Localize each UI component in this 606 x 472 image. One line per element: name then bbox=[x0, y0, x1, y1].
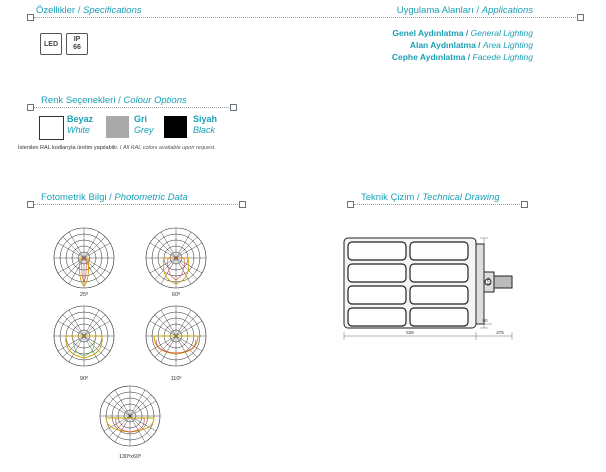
section-marker bbox=[27, 104, 34, 111]
application-item: Cephe Aydınlatma / Facede Lighting bbox=[391, 52, 533, 62]
colour-black-label: Siyah Black bbox=[193, 114, 218, 135]
led-icon: LED bbox=[40, 33, 62, 55]
dimension-side: 90 bbox=[482, 318, 488, 323]
section-divider bbox=[354, 204, 520, 205]
dimension-height: 470 bbox=[486, 277, 491, 285]
section-marker bbox=[577, 14, 584, 21]
section-marker bbox=[230, 104, 237, 111]
white-swatch bbox=[39, 116, 64, 140]
colour-white-label: Beyaz White bbox=[67, 114, 94, 135]
photometric-heading: Fotometrik Bilgi / Photometric Data bbox=[41, 192, 188, 203]
beam-label-110: 110º bbox=[170, 376, 182, 382]
technical-drawing bbox=[330, 230, 530, 348]
polar-diagram-130x60 bbox=[100, 386, 160, 446]
section-divider bbox=[34, 17, 576, 18]
ral-note: İstenilen RAL kodlarıyla üretim yapılabilir. / All RAL colors available upon request. bbox=[18, 145, 216, 151]
applications-list bbox=[392, 27, 533, 63]
section-marker bbox=[521, 201, 528, 208]
dimension-depth: 275 bbox=[496, 330, 504, 335]
applications-heading: Uygulama Alanları / Applications bbox=[396, 5, 533, 16]
section-divider bbox=[34, 204, 238, 205]
beam-label-60: 60º bbox=[171, 292, 181, 298]
polar-diagram-25 bbox=[54, 228, 114, 288]
beam-label-90: 90º bbox=[79, 376, 89, 382]
colour-grey-label: Gri Grey bbox=[134, 114, 154, 135]
application-item: Genel Aydınlatma / General Lighting bbox=[392, 28, 533, 38]
section-marker bbox=[347, 201, 354, 208]
polar-diagram-90 bbox=[54, 306, 114, 366]
ip66-icon: IP 66 bbox=[66, 33, 88, 55]
polar-diagram-110 bbox=[146, 306, 206, 366]
dimension-width: 528 bbox=[406, 330, 414, 335]
application-item: Alan Aydınlatma / Area Lighting bbox=[409, 40, 533, 50]
grey-swatch bbox=[106, 116, 129, 138]
technical-drawing-heading: Teknik Çizim / Technical Drawing bbox=[361, 192, 500, 203]
colour-options-heading: Renk Seçenekleri / Colour Options bbox=[41, 95, 187, 106]
beam-label-25: 25º bbox=[79, 292, 89, 298]
beam-label-130x60: 130ºx60º bbox=[118, 454, 142, 460]
section-marker bbox=[239, 201, 246, 208]
section-marker bbox=[27, 14, 34, 21]
polar-diagram-60 bbox=[146, 228, 206, 288]
specifications-heading: Özellikler / Specifications bbox=[36, 5, 142, 16]
section-marker bbox=[27, 201, 34, 208]
section-divider bbox=[34, 107, 229, 108]
black-swatch bbox=[164, 116, 187, 138]
photometric-diagrams bbox=[0, 210, 260, 472]
